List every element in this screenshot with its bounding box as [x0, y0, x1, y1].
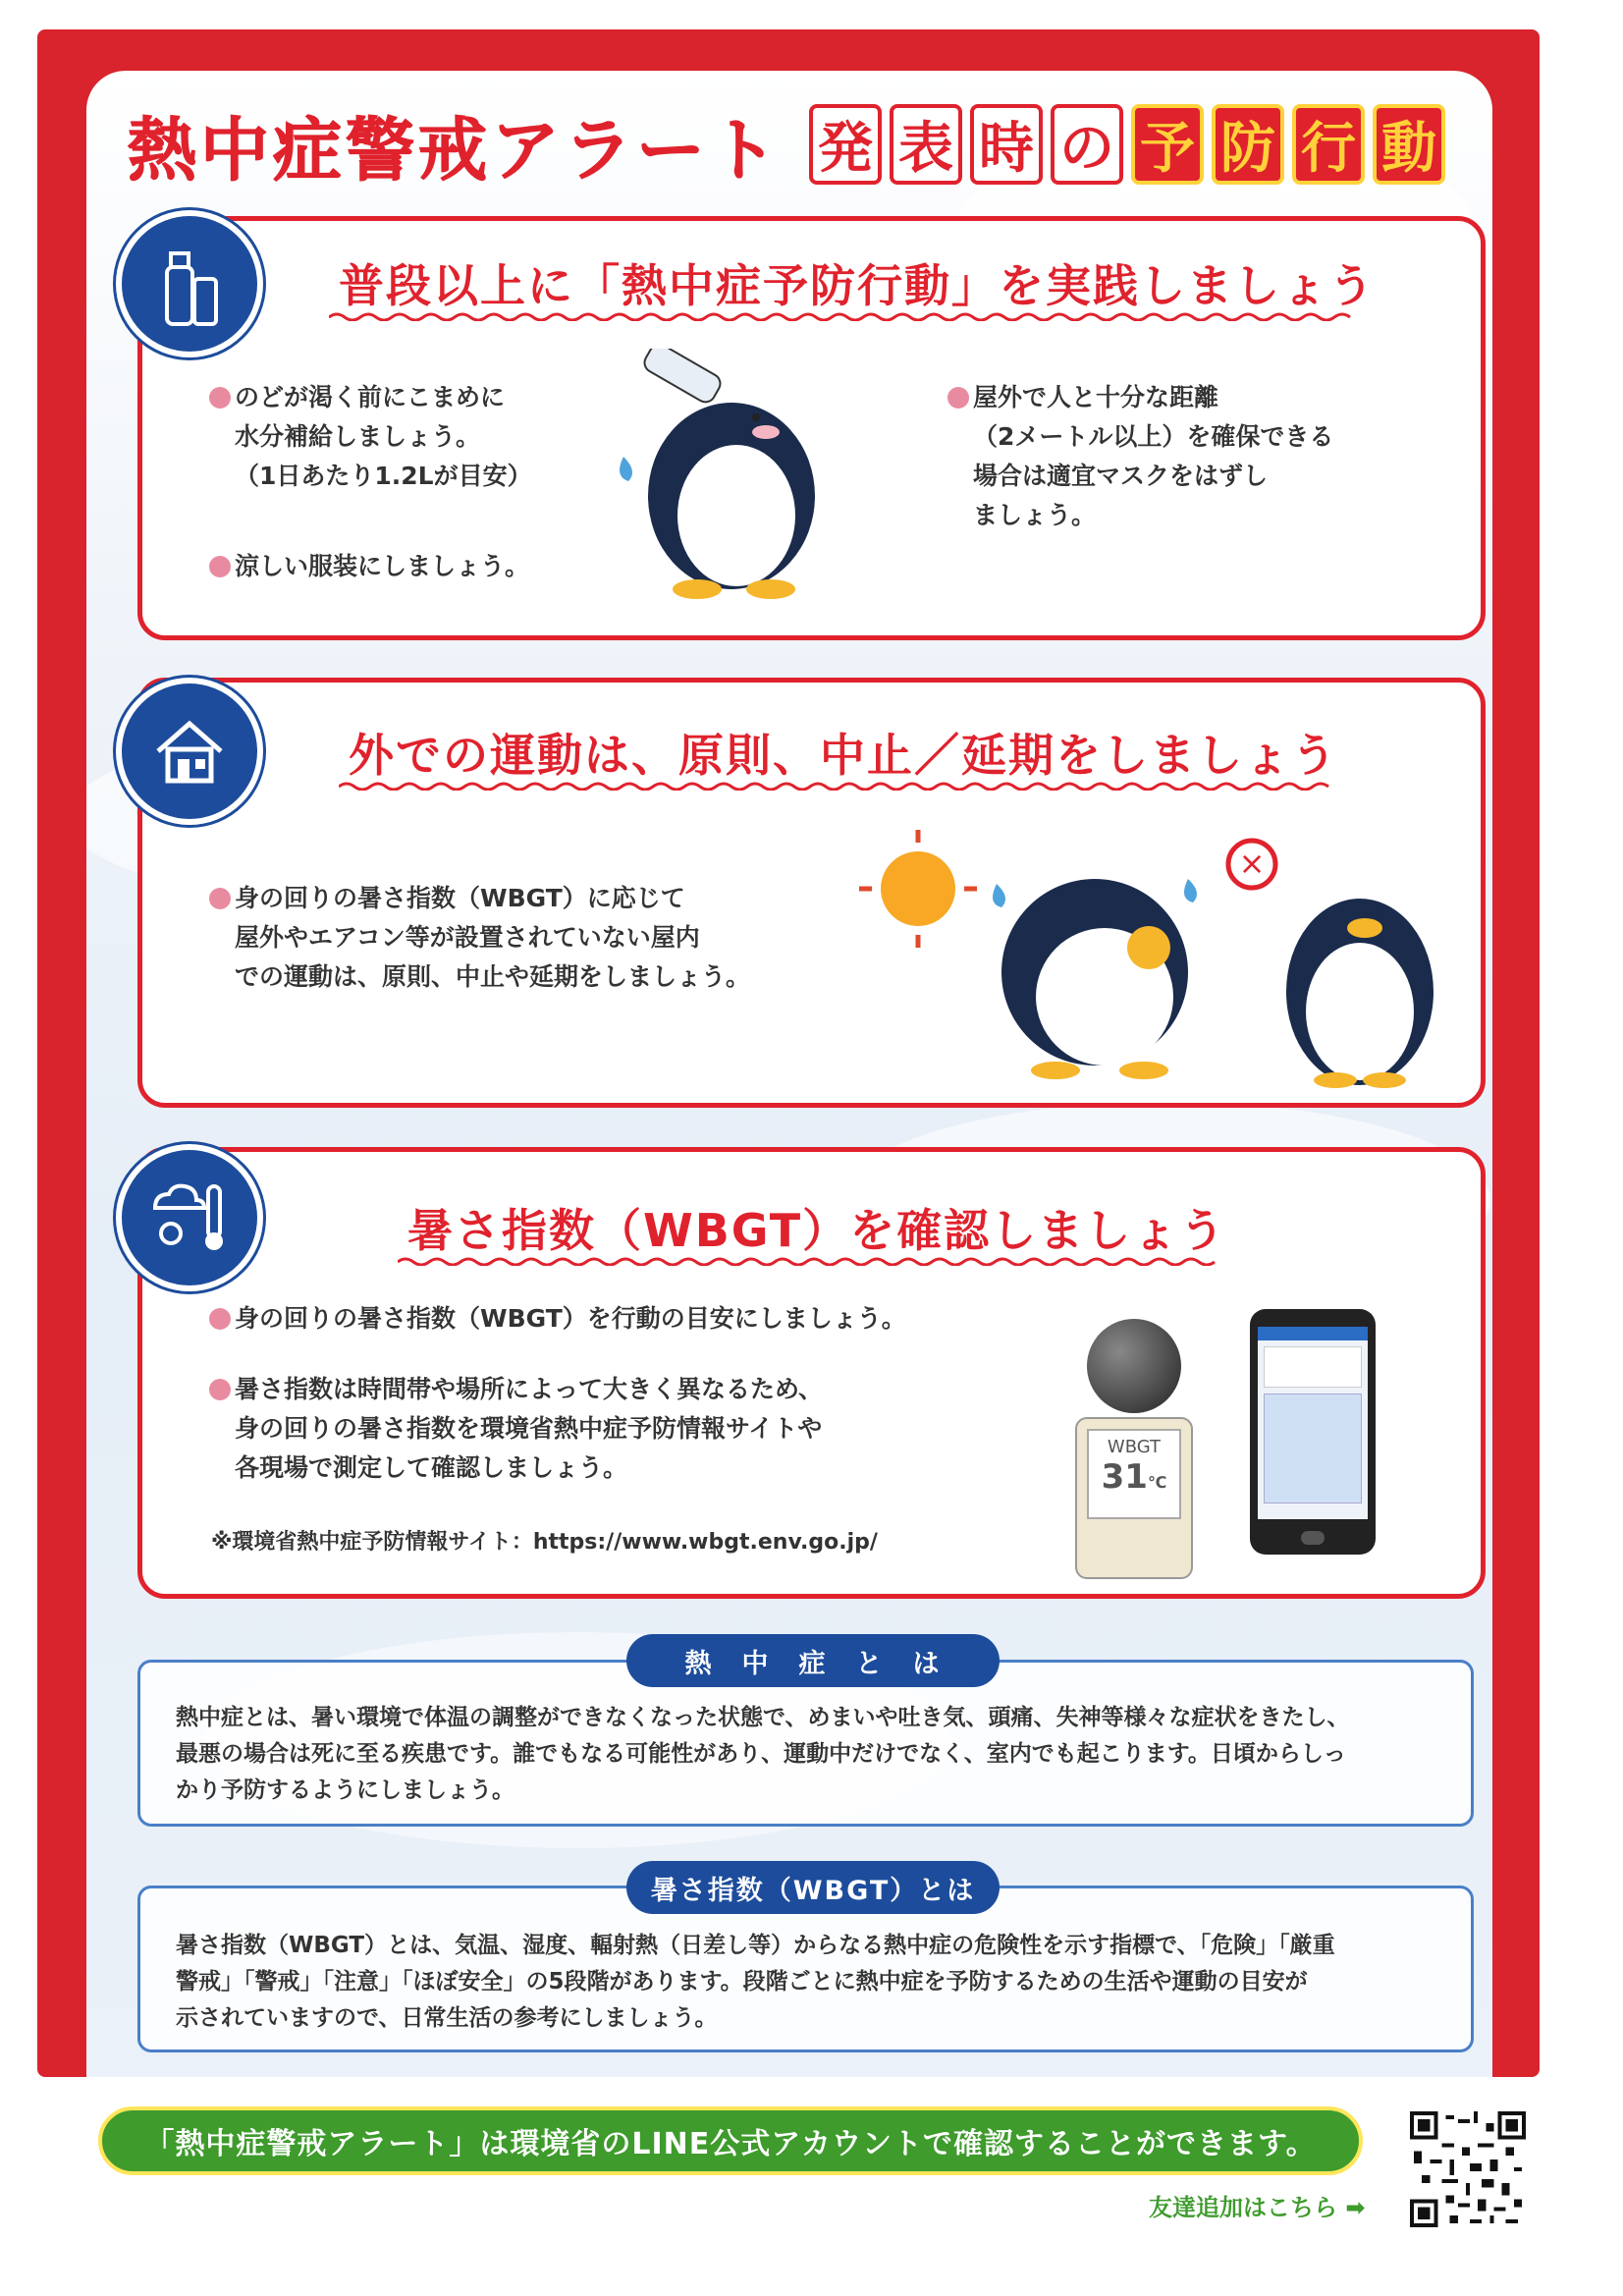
- section-title: 普段以上に「熱中症予防行動」を実践しましょう: [339, 259, 1376, 312]
- meter-label: WBGT: [1107, 1437, 1162, 1457]
- section-check-wbgt: [137, 1147, 1486, 1599]
- home-button: [1301, 1531, 1325, 1545]
- bullet-wbgt-check: 暑さ指数は時間帯や場所によって大きく異なるため、 身の回りの暑さ指数を環境省熱中症予防情報サイトや 各現場で測定して確認しましょう。: [209, 1370, 823, 1488]
- pink-dot-icon: [209, 1308, 231, 1330]
- meter-unit: ℃: [1147, 1473, 1167, 1492]
- title-char-highlight: 予: [1131, 104, 1204, 185]
- meter-value: 31: [1101, 1457, 1148, 1497]
- wavy-underline: [339, 781, 1330, 791]
- arrow-right-icon: ➡: [1345, 2194, 1366, 2221]
- wavy-underline: [398, 1256, 1222, 1266]
- bullet-wbgt-guide: 身の回りの暑さ指数（WBGT）を行動の目安にしましょう。: [209, 1299, 906, 1339]
- title-char-highlight: 行: [1292, 104, 1365, 185]
- info-text: 熱中症とは、暑い環境で体温の調整ができなくなった状態で、めまいや吐き気、頭痛、失神等様々な症状をきたし、 最悪の場合は死に至る疾患です。誰でもなる可能性があり、運動中だけでなく、室内でも起こります。日頃からしっ かり予防するようにしましょう。: [176, 1705, 1350, 1803]
- smartphone-illustration: [1250, 1309, 1376, 1555]
- penguin-drinking-illustration: [614, 349, 839, 604]
- section-title: 外での運動は、原則、中止／延期をしましょう: [349, 729, 1338, 782]
- svg-text:×: ×: [1238, 845, 1266, 882]
- weather-thermometer-icon: [116, 1144, 263, 1291]
- pink-dot-icon: [209, 1379, 231, 1400]
- section-title: 暑さ指数（WBGT）を確認しましょう: [407, 1204, 1227, 1257]
- penguins-heat-illustration: [849, 825, 1478, 1090]
- wbgt-site-note: ※環境省熱中症予防情報サイト：https://www.wbgt.env.go.jp/: [211, 1530, 878, 1555]
- title-char: 表: [890, 104, 962, 185]
- pink-dot-icon: [209, 888, 231, 909]
- title-char: 発: [809, 104, 882, 185]
- title-char: の: [1051, 104, 1123, 185]
- title-char-highlight: 動: [1373, 104, 1445, 185]
- title-char: 時: [970, 104, 1043, 185]
- bullet-mask: 屋外で人と十分な距離 （2メートル以上）を確保できる 場合は適宜マスクをはずし ましょう。: [947, 378, 1333, 535]
- phone-screen: [1258, 1327, 1368, 1519]
- title-char-highlight: 防: [1212, 104, 1284, 185]
- globe-sensor-icon: [1087, 1319, 1181, 1413]
- wavy-underline: [329, 311, 1360, 321]
- pink-dot-icon: [947, 387, 969, 409]
- pink-dot-icon: [209, 556, 231, 577]
- page-title: [128, 90, 1453, 198]
- bullet-clothing: 涼しい服装にしましょう。: [209, 547, 529, 586]
- section-prevention: [137, 216, 1486, 640]
- wbgt-meter-illustration: [1075, 1319, 1193, 1579]
- title-boxed-chars: [809, 104, 1453, 185]
- bottle-icon: [116, 210, 263, 357]
- line-account-banner: 「熱中症警戒アラート」は環境省のLINE公式アカウントで確認することができます。: [98, 2106, 1363, 2175]
- info-heading-heatstroke: 熱 中 症 と は: [626, 1634, 1000, 1687]
- info-heading-wbgt: 暑さ指数（WBGT）とは: [626, 1861, 1000, 1914]
- title-main: 熱中症警戒アラート: [128, 109, 782, 191]
- info-text: 暑さ指数（WBGT）とは、気温、湿度、輻射熱（日差し等）からなる熱中症の危険性を示す指標で、「危険」「厳重 警戒」「警戒」「注意」「ほぼ安全」の5段階があります。段階ごとに熱中症を予防するための生活や運動の目安が 示されていますので、日常生活の参考にしましょう。: [176, 1933, 1335, 2031]
- pink-dot-icon: [209, 387, 231, 409]
- qr-code[interactable]: [1410, 2111, 1526, 2227]
- house-icon: [116, 678, 263, 825]
- friend-add-link[interactable]: 友達追加はこちら ➡: [1149, 2194, 1366, 2221]
- section-outdoor-exercise: [137, 678, 1486, 1108]
- bullet-hydrate: のどが渇く前にこまめに 水分補給しましょう。 （1日あたり1.2Lが目安）: [209, 378, 532, 496]
- bullet-wbgt-exercise: 身の回りの暑さ指数（WBGT）に応じて 屋外やエアコン等が設置されていない屋内 での運動は、原則、中止や延期をしましょう。: [209, 879, 750, 997]
